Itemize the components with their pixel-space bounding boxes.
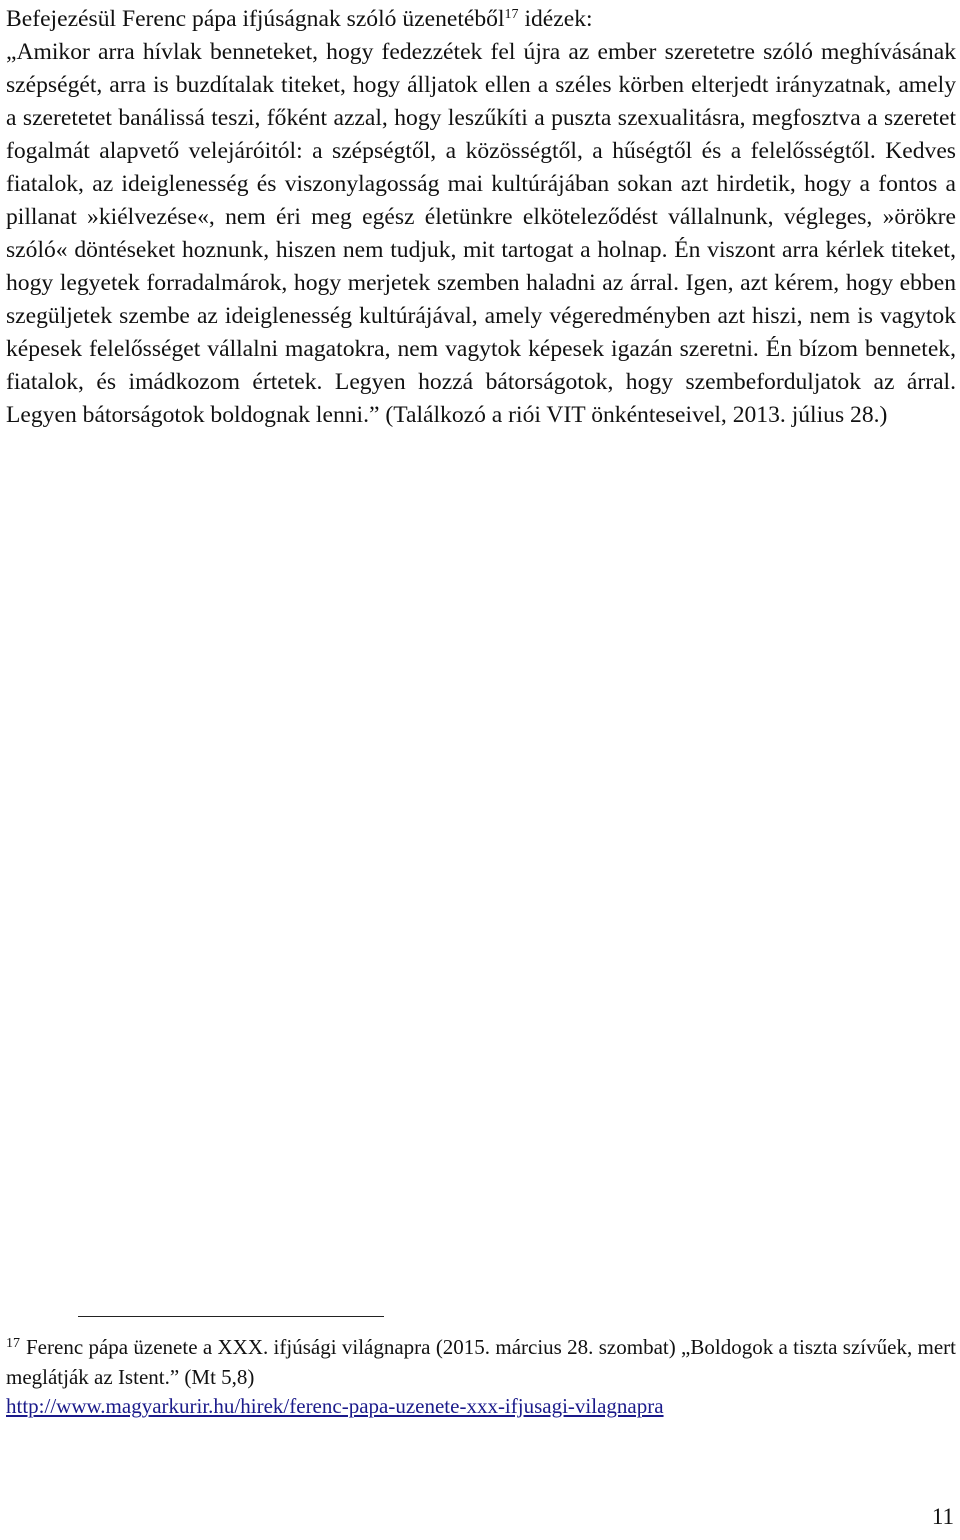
footnote-text: Ferenc pápa üzenete a XXX. ifjúsági világnapra (2015. március 28. szombat) „Boldogok a tiszta szívűek, mert meglátják az Istent.” (Mt 5,8) [6, 1335, 956, 1389]
main-text [6, 3, 956, 432]
intro-text: Befejezésül Ferenc pápa ifjúságnak szóló üzenetéből [6, 6, 505, 32]
footnote-link[interactable]: http://www.magyarkurir.hu/hirek/ferenc-papa-uzenete-xxx-ifjusagi-vilagnapra [6, 1394, 664, 1418]
footnote-number: 17 [6, 1336, 20, 1351]
footnote-body [6, 1333, 956, 1422]
page-number: 11 [931, 1504, 954, 1529]
footnote [6, 1333, 956, 1422]
intro-line [6, 3, 956, 36]
footnote-reference[interactable]: 17 [504, 7, 519, 23]
intro-end-text: idézek: [518, 6, 593, 32]
quote-paragraph: „Amikor arra hívlak benneteket, hogy fedezzétek fel újra az ember szeretetre szóló meghívásának szépségét, arra is buzdítalak titeket, hogy álljatok ellen a széles körben elterjedt irányzatnak, amely a szeretetet banálissá teszi, főként azzal, hogy leszűkíti a puszta szexualitásra, megfosztva a szeretet fogalmát alapvető velejáróitól: a szépségtől, a közösségtől, a hűségtől és a felelősségtől. Kedves fiatalok, az ideiglenesség és viszonylagosság mai kultúrájában sokan azt hirdetik, hogy a fontos a pillanat »kiélvezése«, nem éri meg egész életünkre elköteleződést vállalnunk, végleges, »örökre szóló« döntéseket hoznunk, hiszen nem tudjuk, mit tartogat a holnap. Én viszont arra kérlek titeket, hogy legyetek forradalmárok, hogy merjetek szemben haladni az árral. Igen, azt kérem, hogy ebben szegüljetek szembe az ideiglenesség kultúrájával, amely végeredményben azt hiszi, nem is vagytok képesek felelősséget vállalni magatokra, nem vagytok képesek igazán szeretni. Én bízom bennetek, fiatalok, és imádkozom értetek. Legyen hozzá bátorságotok, hogy szembeforduljatok az árral. Legyen bátorságotok boldognak lenni.” (Találkozó a riói VIT önkénteseivel, 2013. július 28.) [6, 39, 956, 428]
footnote-separator [78, 1316, 384, 1317]
